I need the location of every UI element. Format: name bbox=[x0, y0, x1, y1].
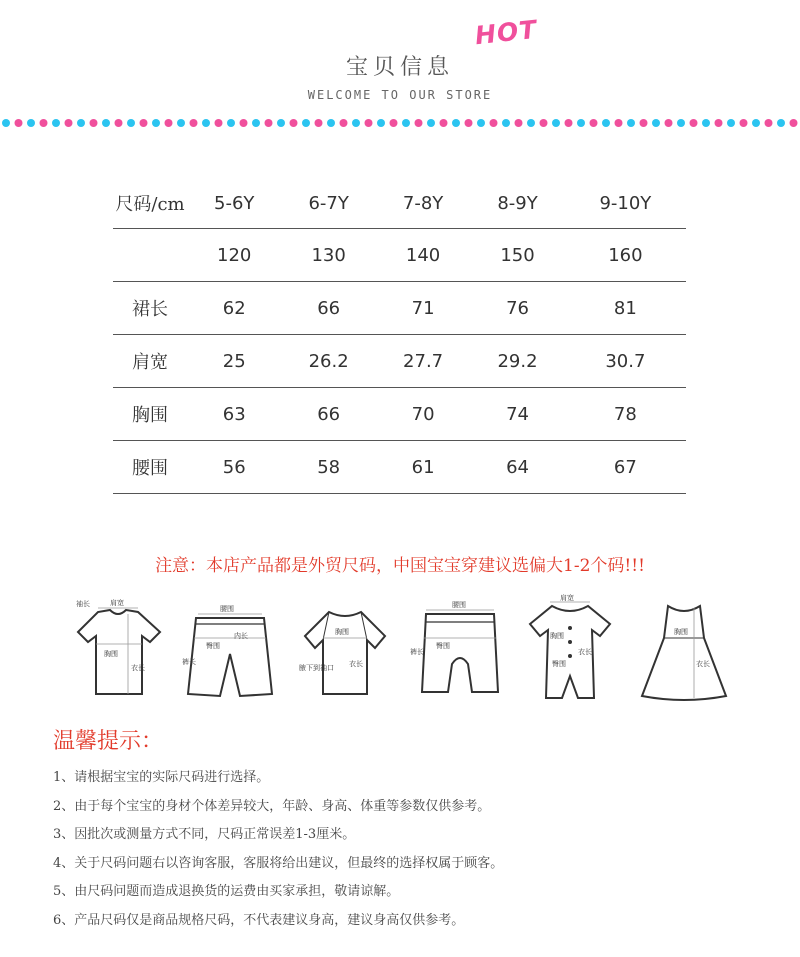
table-cell: 胸围 bbox=[113, 388, 187, 441]
table-cell: 78 bbox=[565, 388, 686, 441]
divider-dot bbox=[440, 119, 448, 127]
garment-label: 衣长 bbox=[696, 660, 710, 668]
divider-dot bbox=[515, 119, 523, 127]
table-cell: 30.7 bbox=[565, 335, 686, 388]
divider-dot bbox=[615, 119, 623, 127]
divider-dot bbox=[790, 119, 798, 127]
dotted-divider-graphic bbox=[0, 117, 800, 129]
divider-dot bbox=[315, 119, 323, 127]
divider-dot bbox=[140, 119, 148, 127]
table-header-cell: 9-10Y bbox=[565, 178, 686, 229]
divider-dot bbox=[252, 119, 260, 127]
divider-dot bbox=[477, 119, 485, 127]
divider-dot bbox=[465, 119, 473, 127]
divider-dot bbox=[165, 119, 173, 127]
table-header-cell: 6-7Y bbox=[281, 178, 375, 229]
divider-dot bbox=[327, 119, 335, 127]
divider-dot bbox=[240, 119, 248, 127]
divider-dot bbox=[415, 119, 423, 127]
divider-dot bbox=[402, 119, 410, 127]
table-header-cell: 8-9Y bbox=[470, 178, 564, 229]
dress-diagram bbox=[634, 594, 734, 710]
size-table bbox=[113, 178, 686, 494]
table-cell bbox=[113, 229, 187, 282]
table-cell: 27.7 bbox=[376, 335, 470, 388]
tips-list bbox=[53, 768, 503, 939]
divider-dot bbox=[577, 119, 585, 127]
divider-dot bbox=[590, 119, 598, 127]
garment-label: 臀围 bbox=[206, 642, 220, 650]
garment-label: 衣长 bbox=[349, 660, 363, 668]
divider-dot bbox=[102, 119, 110, 127]
divider-dot bbox=[27, 119, 35, 127]
divider-dot bbox=[77, 119, 85, 127]
garment-label: 肩宽 bbox=[110, 599, 124, 607]
divider-dot bbox=[702, 119, 710, 127]
divider-dot bbox=[727, 119, 735, 127]
divider-dot bbox=[390, 119, 398, 127]
divider-dot bbox=[227, 119, 235, 127]
table-cell: 58 bbox=[281, 441, 375, 494]
garment-label: 裤长 bbox=[410, 648, 424, 656]
garment-label: 臀围 bbox=[552, 660, 566, 668]
tshirt-diagram bbox=[68, 594, 168, 710]
garment-label: 肩宽 bbox=[560, 594, 574, 602]
garment-label: 腰围 bbox=[220, 605, 234, 613]
divider-dot bbox=[777, 119, 785, 127]
table-cell: 67 bbox=[565, 441, 686, 494]
table-cell: 61 bbox=[376, 441, 470, 494]
table-cell: 63 bbox=[187, 388, 281, 441]
divider-dot bbox=[377, 119, 385, 127]
divider-dot bbox=[340, 119, 348, 127]
table-row bbox=[113, 282, 686, 335]
hot-badge: HOT bbox=[473, 14, 539, 51]
table-cell: 29.2 bbox=[470, 335, 564, 388]
divider-dot bbox=[490, 119, 498, 127]
table-cell: 70 bbox=[376, 388, 470, 441]
table-cell: 150 bbox=[470, 229, 564, 282]
page-subtitle: WELCOME TO OUR STORE bbox=[307, 88, 493, 102]
garment-label: 胸围 bbox=[104, 650, 118, 658]
table-row bbox=[113, 441, 686, 494]
shorts-diagram bbox=[180, 594, 280, 710]
divider-dot bbox=[52, 119, 60, 127]
divider-dot bbox=[665, 119, 673, 127]
divider-dot bbox=[290, 119, 298, 127]
divider-dot bbox=[302, 119, 310, 127]
table-cell: 裙长 bbox=[113, 282, 187, 335]
divider-dot bbox=[565, 119, 573, 127]
table-header-cell: 尺码/cm bbox=[113, 178, 187, 229]
table-header-cell: 7-8Y bbox=[376, 178, 470, 229]
garment-label: 衣长 bbox=[578, 648, 592, 656]
table-row bbox=[113, 229, 686, 282]
table-cell: 肩宽 bbox=[113, 335, 187, 388]
garment-label: 胸围 bbox=[550, 632, 564, 640]
divider-dot bbox=[152, 119, 160, 127]
divider-dot bbox=[752, 119, 760, 127]
divider-dot bbox=[627, 119, 635, 127]
table-cell: 64 bbox=[470, 441, 564, 494]
list-item: 1、请根据宝宝的实际尺码进行选择。 bbox=[53, 770, 270, 785]
pants-diagram bbox=[408, 594, 508, 710]
table-cell: 66 bbox=[281, 282, 375, 335]
divider-dot bbox=[177, 119, 185, 127]
divider-dot bbox=[115, 119, 123, 127]
divider-dot bbox=[277, 119, 285, 127]
divider-dot bbox=[65, 119, 73, 127]
table-cell: 26.2 bbox=[281, 335, 375, 388]
list-item: 2、由于每个宝宝的身材个体差异较大，年龄、身高、体重等参数仅供参考。 bbox=[53, 798, 491, 814]
divider-dot bbox=[15, 119, 23, 127]
divider-dot bbox=[552, 119, 560, 127]
divider-dot bbox=[765, 119, 773, 127]
divider-dot bbox=[265, 119, 273, 127]
romper-diagram bbox=[520, 594, 620, 710]
garment-label: 胸围 bbox=[335, 628, 349, 636]
divider-dot bbox=[740, 119, 748, 127]
list-item: 6、产品尺码仅是商品规格尺码，不代表建议身高，建议身高仅供参考。 bbox=[53, 912, 465, 928]
divider-dot bbox=[502, 119, 510, 127]
divider-dot bbox=[715, 119, 723, 127]
table-cell: 25 bbox=[187, 335, 281, 388]
table-cell: 76 bbox=[470, 282, 564, 335]
table-row bbox=[113, 335, 686, 388]
divider-dot bbox=[40, 119, 48, 127]
table-cell: 74 bbox=[470, 388, 564, 441]
table-cell: 81 bbox=[565, 282, 686, 335]
divider-dot bbox=[690, 119, 698, 127]
divider-dot bbox=[677, 119, 685, 127]
divider-dot bbox=[652, 119, 660, 127]
raglan-tee-diagram bbox=[295, 594, 395, 710]
divider-dot bbox=[127, 119, 135, 127]
divider-dot bbox=[527, 119, 535, 127]
divider-dot bbox=[602, 119, 610, 127]
table-cell: 56 bbox=[187, 441, 281, 494]
garment-label: 内长 bbox=[234, 632, 248, 640]
table-cell: 腰围 bbox=[113, 441, 187, 494]
garment-label: 腰围 bbox=[452, 601, 466, 609]
divider-dot bbox=[215, 119, 223, 127]
garment-label: 衣长 bbox=[131, 664, 145, 672]
divider-dot bbox=[202, 119, 210, 127]
divider-dot bbox=[427, 119, 435, 127]
garment-label: 胸围 bbox=[674, 628, 688, 636]
table-cell: 140 bbox=[376, 229, 470, 282]
divider-dot bbox=[640, 119, 648, 127]
table-cell: 120 bbox=[187, 229, 281, 282]
table-cell: 62 bbox=[187, 282, 281, 335]
table-row bbox=[113, 388, 686, 441]
table-header-cell: 5-6Y bbox=[187, 178, 281, 229]
list-item: 3、因批次或测量方式不同，尺码正常误差1-3厘米。 bbox=[53, 827, 356, 842]
garment-label: 腋下到袖口 bbox=[299, 664, 334, 672]
table-cell: 160 bbox=[565, 229, 686, 282]
garment-diagrams bbox=[60, 594, 740, 710]
table-cell: 71 bbox=[376, 282, 470, 335]
table-cell: 66 bbox=[281, 388, 375, 441]
divider-dot bbox=[452, 119, 460, 127]
tips-title: 温馨提示： bbox=[53, 729, 164, 754]
divider-dot bbox=[365, 119, 373, 127]
divider-dot bbox=[2, 119, 10, 127]
dotted-divider bbox=[0, 117, 800, 129]
list-item: 5、由尺码问题而造成退换货的运费由买家承担，敬请谅解。 bbox=[53, 884, 400, 899]
list-item: 4、关于尺码问题右以咨询客服，客服将给出建议，但最终的选择权属于顾客。 bbox=[53, 855, 504, 871]
divider-dot bbox=[90, 119, 98, 127]
table-header-row bbox=[113, 178, 686, 229]
garment-label: 臀围 bbox=[436, 642, 450, 650]
garment-label: 袖长 bbox=[76, 600, 90, 608]
size-notice: 注意：本店产品都是外贸尺码，中国宝宝穿建议选偏大1-2个码!!! bbox=[155, 556, 645, 576]
page-title: 宝贝信息 bbox=[345, 55, 454, 80]
divider-dot bbox=[540, 119, 548, 127]
table-cell: 130 bbox=[281, 229, 375, 282]
divider-dot bbox=[352, 119, 360, 127]
garment-label: 裤长 bbox=[182, 658, 196, 666]
divider-dot bbox=[190, 119, 198, 127]
